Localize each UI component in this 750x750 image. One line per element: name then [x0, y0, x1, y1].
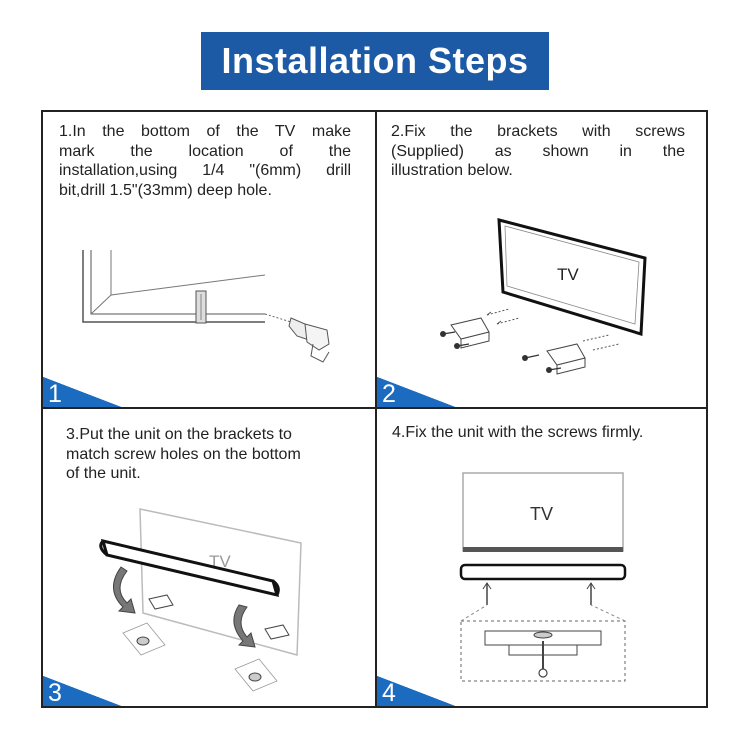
step-4-text — [392, 423, 702, 443]
step-1-line-4: bit,drill 1.5"(33mm) deep hole. — [59, 181, 272, 199]
title-banner — [201, 32, 549, 90]
step-1-line-2: mark the location of the — [59, 142, 351, 160]
step-3-panel — [43, 409, 375, 706]
step-4-panel — [377, 409, 706, 706]
step-2-corner-badge — [377, 377, 455, 407]
step-2-line-3: illustration below. — [391, 162, 513, 179]
step-3-line-1: 3.Put the unit on the brackets to — [66, 426, 292, 443]
step-3-corner-badge — [43, 676, 121, 706]
step-1-line-1: 1.In the bottom of the TV make — [59, 123, 351, 140]
step-2-number: 2 — [382, 380, 396, 407]
step-4-line-1: 4.Fix the unit with the screws firmly. — [392, 424, 644, 441]
step-4-illustration — [377, 409, 706, 706]
step-2-text — [391, 122, 685, 181]
step-2-tv-label: TV — [557, 265, 579, 284]
step-1-line-3: installation,using 1/4 "(6mm) drill — [59, 162, 351, 179]
step-4-number: 4 — [382, 679, 396, 706]
page-title: Installation Steps — [221, 40, 529, 81]
step-3-tv-label: TV — [209, 552, 231, 571]
step-2-line-2: (Supplied) as shown in the — [391, 142, 685, 160]
step-3-number: 3 — [48, 679, 62, 706]
step-3-line-2: match screw holes on the bottom — [66, 445, 301, 463]
step-4-tv-label: TV — [530, 504, 554, 524]
step-2-line-1: 2.Fix the brackets with screws — [391, 123, 685, 140]
step-1-text — [59, 122, 351, 200]
step-1-corner-badge — [43, 377, 121, 407]
step-1-panel — [43, 112, 375, 407]
step-1-number: 1 — [48, 380, 62, 407]
step-4-corner-badge — [377, 676, 455, 706]
step-3-text — [66, 425, 356, 484]
step-2-panel — [377, 112, 706, 407]
step-3-line-3: of the unit. — [66, 465, 141, 482]
